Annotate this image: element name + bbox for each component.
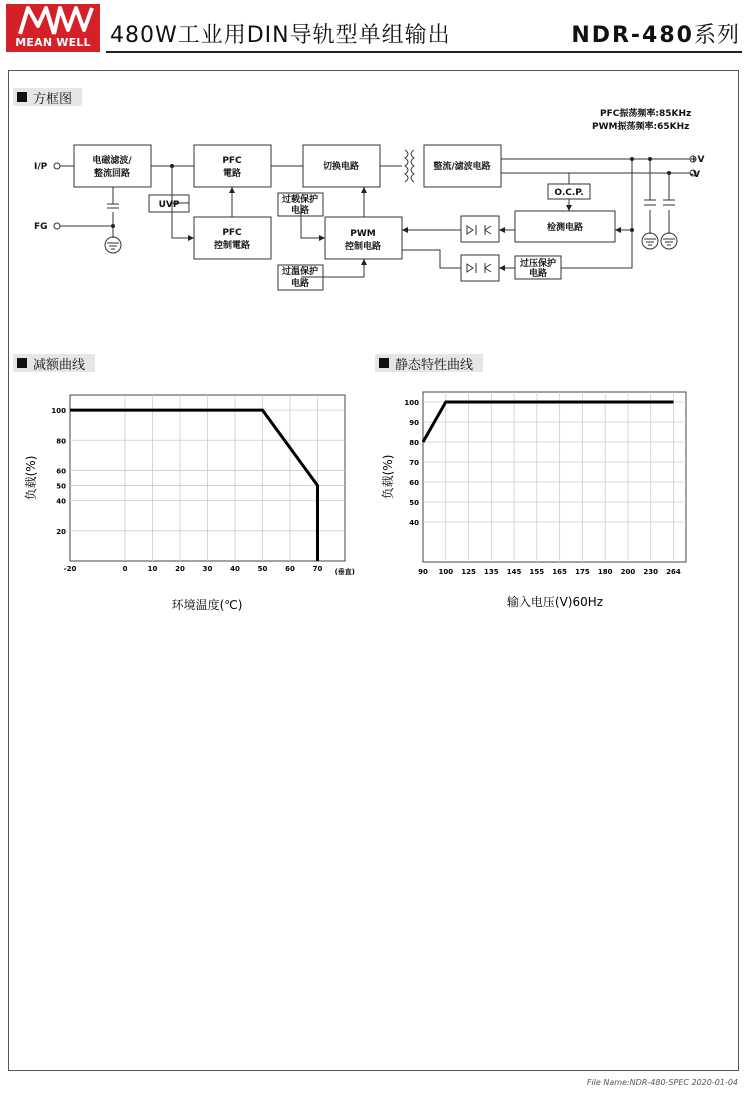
static-x-tick-label: 135 bbox=[483, 568, 499, 576]
static-x-tick-label: 145 bbox=[506, 568, 522, 576]
square-bullet-icon bbox=[17, 358, 27, 368]
static-y-tick-label: 60 bbox=[409, 479, 419, 487]
emi-label-2: 整流回路 bbox=[93, 169, 131, 179]
static-y-tick-label: 40 bbox=[409, 519, 419, 527]
ovp-label-1: 过压保护 bbox=[519, 259, 557, 269]
emi-filter-box bbox=[74, 145, 151, 187]
pfc-control-box bbox=[194, 217, 271, 259]
otp-label-2: 电路 bbox=[290, 279, 310, 289]
derating-xlabel: 环境温度(℃) bbox=[171, 598, 243, 612]
static-x-tick-label: 230 bbox=[643, 568, 659, 576]
olp-label-2: 电路 bbox=[290, 206, 310, 216]
static-y-tick-label: 100 bbox=[404, 399, 419, 407]
derating-x-tick-label: 20 bbox=[175, 565, 185, 573]
derating-y-tick-label: 20 bbox=[56, 527, 66, 536]
derating-x-unit: (垂直) bbox=[334, 568, 355, 576]
derating-y-tick-label: 100 bbox=[51, 407, 66, 416]
static-x-tick-label: 180 bbox=[597, 568, 613, 576]
derating-y-tick-label: 50 bbox=[56, 482, 66, 491]
static-x-tick-label: 125 bbox=[461, 568, 476, 576]
static-y-tick-label: 50 bbox=[409, 499, 419, 507]
pfc-ctrl-label-1: PFC bbox=[222, 228, 242, 238]
derating-x-tick-label: 50 bbox=[257, 565, 268, 573]
derating-x-ticks bbox=[64, 565, 323, 573]
model-name: NDR-480 bbox=[571, 23, 694, 48]
static-x-tick-label: 90 bbox=[418, 568, 428, 576]
derating-x-tick-label: -20 bbox=[63, 565, 77, 573]
vplus-label: +V bbox=[690, 155, 705, 165]
static-x-tick-label: 200 bbox=[620, 568, 636, 576]
static-x-tick-label: 165 bbox=[552, 568, 567, 576]
static-x-tick-label: 155 bbox=[529, 568, 545, 576]
derating-y-tick-label: 60 bbox=[56, 467, 66, 476]
derating-y-ticks bbox=[51, 407, 66, 536]
derating-x-tick-label: 10 bbox=[147, 565, 158, 573]
logo-text: MEAN WELL bbox=[15, 36, 91, 49]
static-chart bbox=[375, 385, 715, 625]
ip-label: I/P bbox=[34, 162, 48, 172]
derating-x-tick-label: 0 bbox=[122, 565, 128, 573]
pwm-label-2: 控制电路 bbox=[344, 242, 382, 252]
static-y-ticks bbox=[404, 399, 419, 527]
static-x-tick-label: 100 bbox=[438, 568, 454, 576]
derating-y-tick-label: 80 bbox=[56, 437, 66, 446]
fg-label: FG bbox=[34, 222, 48, 232]
pfc-ctrl-label-2: 控制電路 bbox=[213, 241, 251, 251]
static-title: 静态特性曲线 bbox=[395, 357, 474, 373]
olp-label-1: 过载保护 bbox=[281, 195, 319, 205]
ocp-label: O.C.P. bbox=[554, 188, 584, 198]
model-suffix: 系列 bbox=[693, 23, 740, 48]
uvp-label: UVP bbox=[158, 200, 180, 210]
static-x-tick-label: 264 bbox=[666, 568, 681, 576]
static-grid bbox=[423, 392, 686, 562]
pfc-top-label-1: PFC bbox=[222, 156, 242, 166]
rect-label: 整流/滤波电路 bbox=[433, 162, 491, 172]
pfc-freq-text: PFC振荡频率:85KHz bbox=[600, 109, 692, 119]
derating-title: 减额曲线 bbox=[33, 357, 86, 373]
static-y-tick-label: 80 bbox=[409, 439, 419, 447]
block-diagram-title: 方框图 bbox=[33, 91, 73, 107]
derating-x-tick-label: 60 bbox=[285, 565, 295, 573]
emi-label-1: 电磁滤波/ bbox=[92, 156, 132, 166]
derating-x-tick-label: 40 bbox=[230, 565, 240, 573]
static-heading bbox=[375, 354, 483, 372]
square-bullet-icon bbox=[379, 358, 389, 368]
pfc-top-label-2: 電路 bbox=[222, 169, 242, 179]
derating-heading bbox=[13, 354, 95, 372]
pwm-label-1: PWM bbox=[350, 229, 376, 239]
page-title: 480W工业用DIN导轨型单组输出 bbox=[110, 23, 451, 48]
derating-ylabel: 负载(%) bbox=[24, 455, 38, 501]
static-xlabel: 输入电压(V)60Hz bbox=[506, 595, 604, 609]
vminus-label: -V bbox=[690, 170, 701, 180]
static-y-tick-label: 70 bbox=[409, 459, 419, 467]
static-y-tick-label: 90 bbox=[409, 419, 419, 427]
detect-label: 检测电路 bbox=[546, 223, 584, 233]
switch-label: 切换电路 bbox=[322, 162, 360, 172]
static-ylabel: 负载(%) bbox=[381, 454, 395, 500]
static-x-ticks bbox=[418, 568, 681, 576]
pwm-freq-text: PWM振荡频率:65KHz bbox=[592, 122, 690, 132]
static-x-tick-label: 175 bbox=[575, 568, 590, 576]
derating-x-tick-label: 70 bbox=[312, 565, 323, 573]
ovp-label-2: 电路 bbox=[528, 269, 548, 279]
static-plot-area bbox=[423, 392, 686, 562]
derating-x-tick-label: 30 bbox=[202, 565, 213, 573]
derating-y-tick-label: 40 bbox=[56, 497, 66, 506]
pfc-circuit-box bbox=[194, 145, 271, 187]
derating-grid bbox=[70, 395, 345, 561]
block-diagram bbox=[0, 0, 750, 300]
otp-label-1: 过温保护 bbox=[281, 267, 319, 277]
derating-chart bbox=[15, 385, 355, 625]
footer-file-name: File Name:NDR-480-SPEC 2020-01-04 bbox=[586, 1078, 738, 1087]
